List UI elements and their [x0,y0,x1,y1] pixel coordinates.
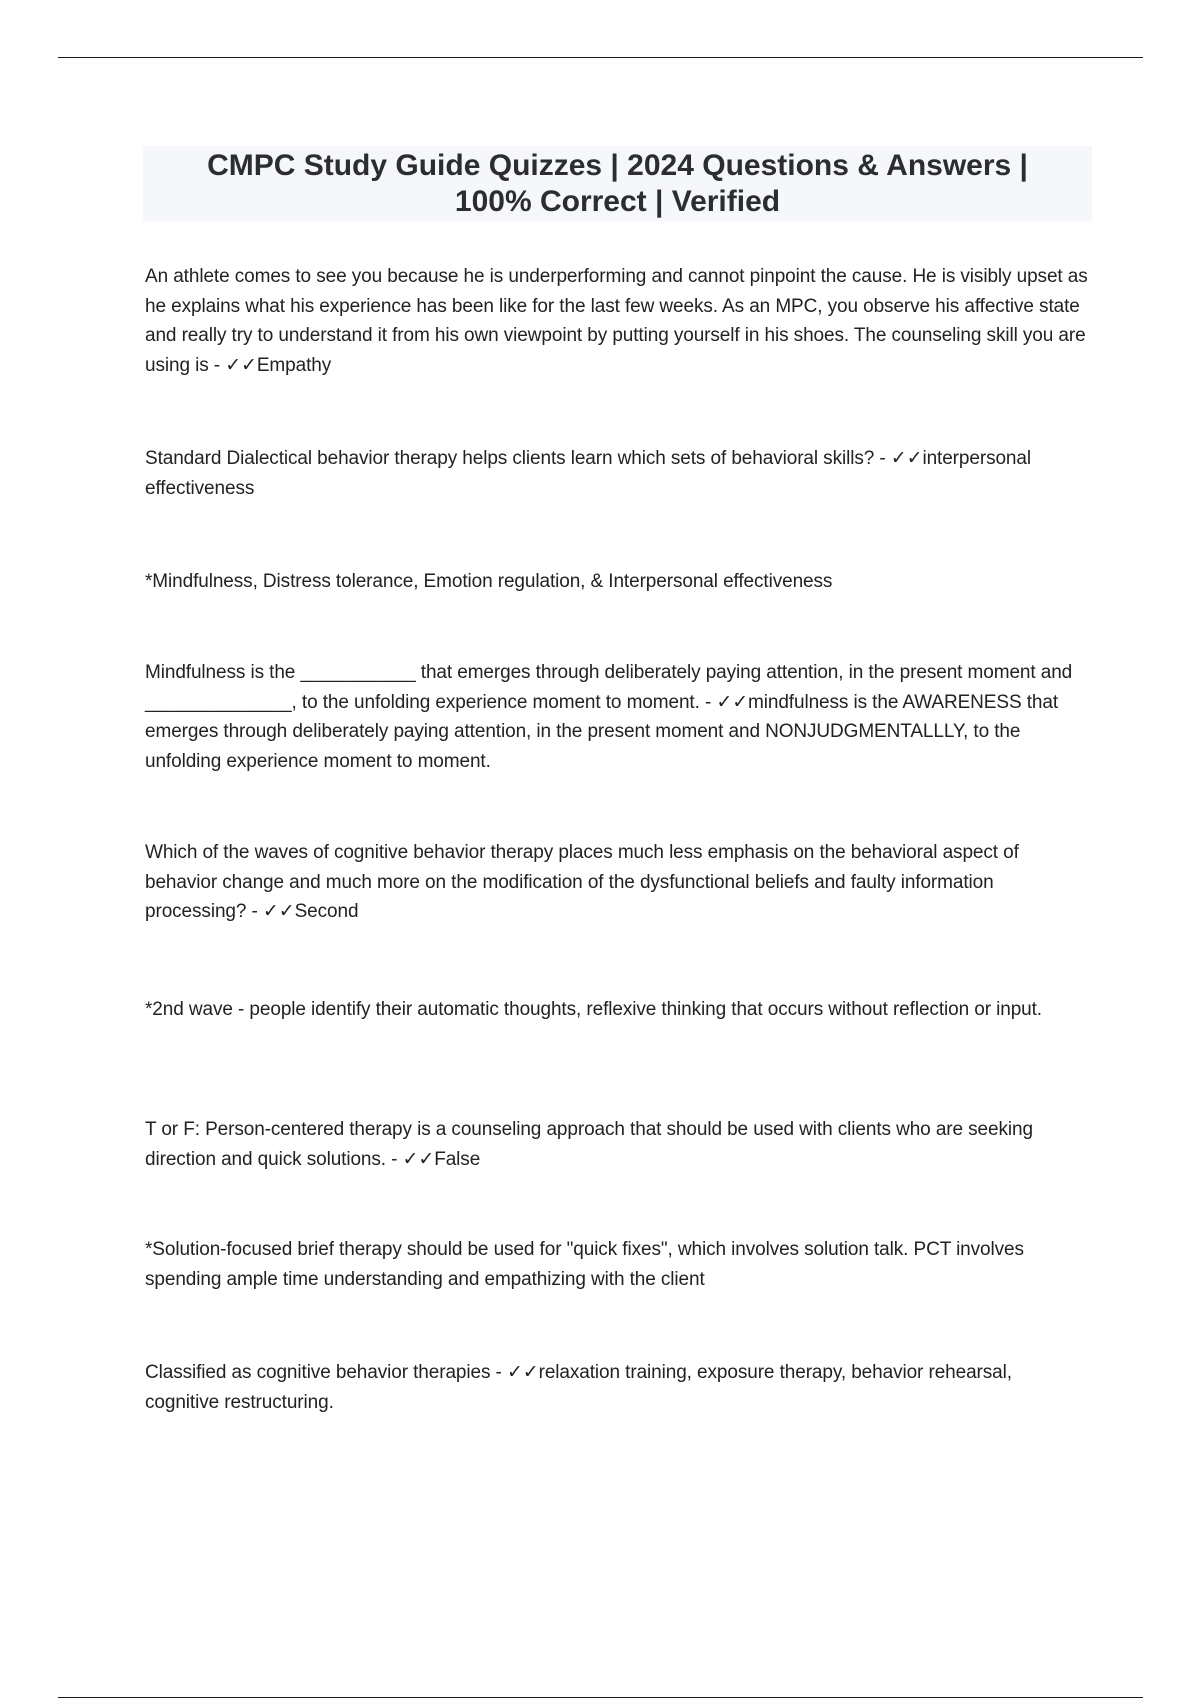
qa-entry-7: T or F: Person-centered therapy is a counseling approach that should be used with clients who are seeking direction and quick solutions. - ✓✓False [145,1119,1033,1170]
bottom-divider [58,1697,1143,1698]
top-divider [58,57,1143,58]
qa-entry-4: Mindfulness is the ___________ that emerges through deliberately paying attention, in the present moment and ______________, to the unfolding experience moment to moment. - ✓✓mindfulness is the AWARENESS that emerges through deliberately paying attention, in the present moment and NONJUDGMENTALLLY, to the unfolding experience moment to moment. [145,662,1073,772]
qa-note-6: *2nd wave - people identify their automatic thoughts, reflexive thinking that occurs without reflection or input. [145,999,1042,1020]
qa-entry-9: Classified as cognitive behavior therapies - ✓✓relaxation training, exposure therapy, behavior rehearsal, cognitive restructuring. [145,1362,1012,1413]
qa-note-8: *Solution-focused brief therapy should be used for "quick fixes", which involves solution talk. PCT involves spending ample time understanding and empathizing with the client [145,1239,1024,1290]
qa-entry-1: An athlete comes to see you because he is underperforming and cannot pinpoint the cause. He is visibly upset as he explains what his experience has been like for the last few weeks. As an MPC, you observe his affective state and really try to understand it from his own viewpoint by putting yourself in his shoes. The counseling skill you are using is - ✓✓Empathy [145,266,1088,376]
qa-entry-2: Standard Dialectical behavior therapy helps clients learn which sets of behavioral skills? - ✓✓interpersonal effectiveness [145,448,1031,499]
title-banner [143,146,1092,221]
qa-entry-5: Which of the waves of cognitive behavior therapy places much less emphasis on the behavioral aspect of behavior change and much more on the modification of the dysfunctional beliefs and faulty information processing? - ✓✓Second [145,842,1019,922]
document-title: CMPC Study Guide Quizzes | 2024 Questions & Answers | 100% Correct | Verified [207,148,1028,218]
qa-note-3: *Mindfulness, Distress tolerance, Emotion regulation, & Interpersonal effectiveness [145,571,833,592]
